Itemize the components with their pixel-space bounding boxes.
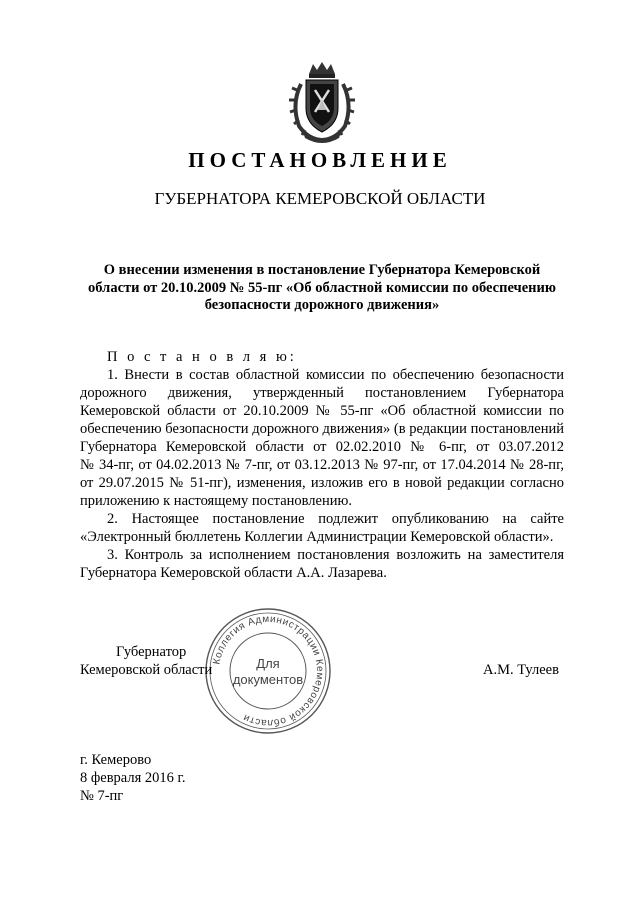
paragraph-line: «Электронный бюллетень Коллегии Администрации Кемеровской области». [80, 529, 554, 545]
document-title: ПОСТАНОВЛЕНИЕ [188, 148, 452, 172]
document-subtitle: ГУБЕРНАТОРА КЕМЕРОВСКОЙ ОБЛАСТИ [154, 189, 486, 208]
paragraph-line: 2. Настоящее постановление подлежит опубликованию на сайте [107, 511, 564, 527]
stamp-center-line: Для [256, 656, 280, 671]
paragraph-line: Кемеровской области от 20.10.2009 № 55-пг «Об областной комиссии по [80, 403, 564, 419]
footer-number: № 7-пг [80, 788, 124, 804]
paragraph-line: обеспечению безопасности дорожного движения» (в редакции постановлений [80, 421, 564, 437]
coat-of-arms-emblem [287, 60, 357, 144]
stamp-center-line: документов [232, 672, 304, 687]
paragraph-line: от 29.07.2015 № 51-пг), изменения, изложив его в новой редакции согласно [80, 475, 564, 491]
paragraph-line: Губернатора Кемеровской области А.А. Лазарева. [80, 565, 387, 581]
official-stamp [203, 606, 333, 736]
document-heading [80, 262, 564, 315]
signature-position: Кемеровской области [80, 662, 213, 678]
paragraph-line: приложению к настоящему постановлению. [80, 493, 352, 509]
heading-line: О внесении изменения в постановление Губернатора Кемеровской [103, 262, 541, 278]
preamble: П о с т а н о в л я ю: [107, 349, 297, 365]
paragraph-line: дорожного движения, утвержденный постановлением Губернатора [80, 385, 564, 401]
heading-line: области от 20.10.2009 № 55-пг «Об областной комиссии по обеспечению [88, 279, 556, 296]
signature-name: А.М. Тулеев [483, 662, 559, 678]
paragraph-line: № 34-пг, от 04.02.2013 № 7-пг, от 03.12.2013 № 97-пг, от 17.04.2014 № 28-пг, [80, 457, 564, 473]
footer-date: 8 февраля 2016 г. [80, 770, 186, 786]
signature-position: Губернатор [116, 644, 187, 660]
paragraph-line: Губернатора Кемеровской области от 02.02.2010 № 6-пг, от 03.07.2012 [80, 439, 564, 455]
stamp-ring-text: Коллегия Администрации Кемеровской области [211, 613, 326, 729]
paragraph-line: 1. Внести в состав областной комиссии по обеспечению безопасности [107, 367, 564, 383]
footer-city: г. Кемерово [80, 752, 152, 768]
heading-line: безопасности дорожного движения» [204, 297, 440, 313]
paragraph-line: 3. Контроль за исполнением постановления возложить на заместителя [107, 547, 564, 563]
